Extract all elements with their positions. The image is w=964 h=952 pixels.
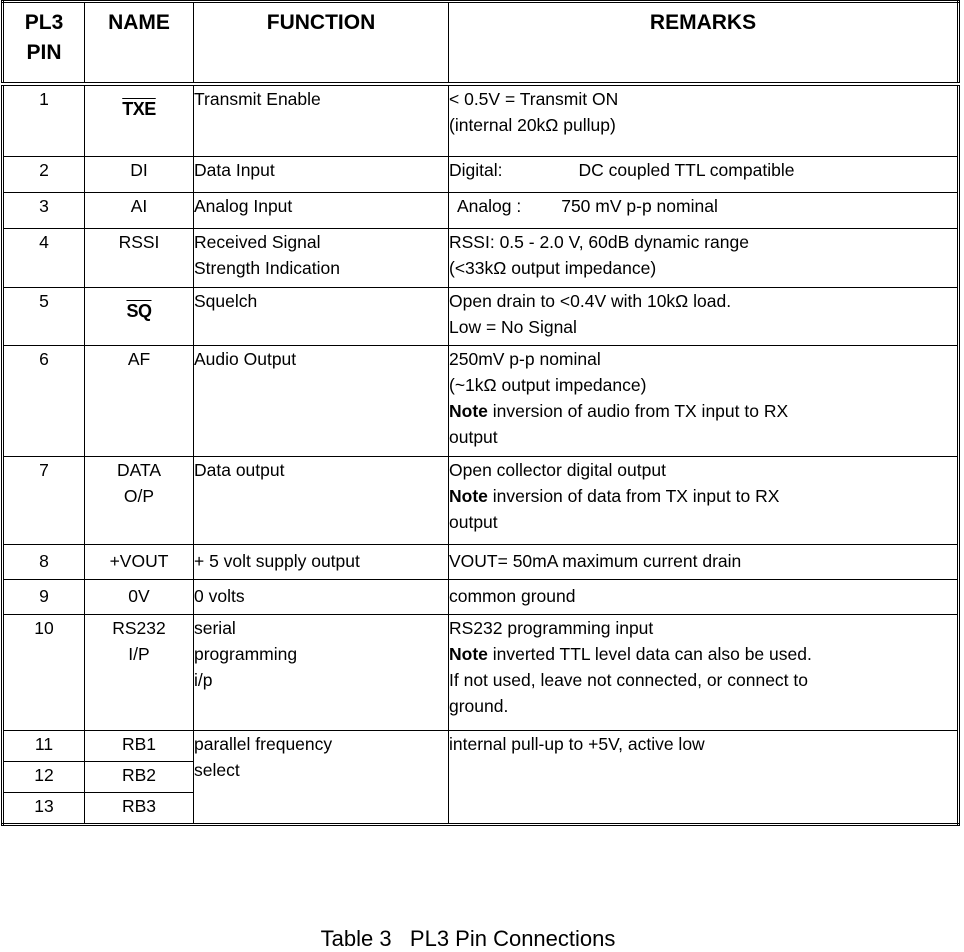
pin-cell: 10 [3, 615, 85, 731]
function-cell: Data output [194, 457, 449, 545]
group-function-cell: parallel frequency select [194, 731, 449, 825]
note-line: Note inversion of audio from TX input to RX [449, 401, 789, 421]
pin-cell: 5 [3, 288, 85, 346]
name-cell [85, 288, 194, 346]
header-function: FUNCTION [194, 2, 449, 85]
txe-overline-name: $\overline{TXE}$ [122, 99, 156, 119]
pin-connections-table [1, 0, 960, 826]
header-name: NAME [85, 2, 194, 85]
header-pin: PL3 PIN [3, 2, 85, 85]
table-row [3, 457, 959, 545]
note-line: Note inversion of data from TX input to RX [449, 486, 780, 506]
remarks-cell: RSSI: 0.5 - 2.0 V, 60dB dynamic range (<33kΩ output impedance) [449, 229, 959, 288]
pin-cell: 6 [3, 346, 85, 457]
table-caption: Table 3 PL3 Pin Connections [320, 926, 616, 951]
remarks-cell: Open collector digital output Note inversion of data from TX input to RX output [449, 457, 959, 545]
pin-cell: 2 [3, 157, 85, 193]
pin-cell: 12 [3, 762, 85, 793]
name-cell [85, 84, 194, 157]
remarks-cell: Open drain to <0.4V with 10kΩ load. Low = No Signal [449, 288, 959, 346]
pin-cell: 9 [3, 580, 85, 615]
pin-cell: 3 [3, 193, 85, 229]
table-row [3, 580, 959, 615]
function-cell: Transmit Enable [194, 84, 449, 157]
table-row [3, 731, 959, 762]
remarks-cell: RS232 programming input Note inverted TTL level data can also be used. If not used, leave not connected, or connect to ground. [449, 615, 959, 731]
pin-cell: 7 [3, 457, 85, 545]
header-remarks: REMARKS [449, 2, 959, 85]
function-cell: + 5 volt supply output [194, 545, 449, 580]
function-cell: Data Input [194, 157, 449, 193]
function-cell: 0 volts [194, 580, 449, 615]
function-cell: serial programming i/p [194, 615, 449, 731]
table-row [3, 157, 959, 193]
remarks-cell: 250mV p-p nominal (~1kΩ output impedance) Note inversion of audio from TX input to RX output [449, 346, 959, 457]
table-row [3, 545, 959, 580]
pin-cell: 13 [3, 793, 85, 825]
function-cell: Audio Output [194, 346, 449, 457]
table-row [3, 615, 959, 731]
name-cell: DATA O/P [85, 457, 194, 545]
pin-cell: 11 [3, 731, 85, 762]
table-row [3, 346, 959, 457]
group-remarks-cell: internal pull-up to +5V, active low [449, 731, 959, 825]
remarks-cell: Digital: DC coupled TTL compatible [449, 157, 959, 193]
name-cell: AF [85, 346, 194, 457]
note-line: Note inverted TTL level data can also be used. [449, 644, 812, 664]
table-row [3, 193, 959, 229]
remarks-cell: VOUT= 50mA maximum current drain [449, 545, 959, 580]
remarks-cell: common ground [449, 580, 959, 615]
name-cell: RS232 I/P [85, 615, 194, 731]
table-row [3, 288, 959, 346]
sq-overline-name: $\overline{SQ}$ [126, 301, 152, 321]
pin-cell: 8 [3, 545, 85, 580]
remarks-cell: < 0.5V = Transmit ON (internal 20kΩ pullup) [449, 84, 959, 157]
name-cell: RB3 [85, 793, 194, 825]
pin-cell: 1 [3, 84, 85, 157]
function-cell: Received Signal Strength Indication [194, 229, 449, 288]
name-cell: 0V [85, 580, 194, 615]
name-cell: DI [85, 157, 194, 193]
name-cell: RB2 [85, 762, 194, 793]
table-row [3, 84, 959, 157]
function-cell: Analog Input [194, 193, 449, 229]
name-cell: AI [85, 193, 194, 229]
header-row [3, 2, 959, 85]
name-cell: RSSI [85, 229, 194, 288]
remarks-cell: Analog : 750 mV p-p nominal [449, 193, 959, 229]
name-cell: +VOUT [85, 545, 194, 580]
table-row [3, 229, 959, 288]
name-cell: RB1 [85, 731, 194, 762]
pin-cell: 4 [3, 229, 85, 288]
function-cell: Squelch [194, 288, 449, 346]
